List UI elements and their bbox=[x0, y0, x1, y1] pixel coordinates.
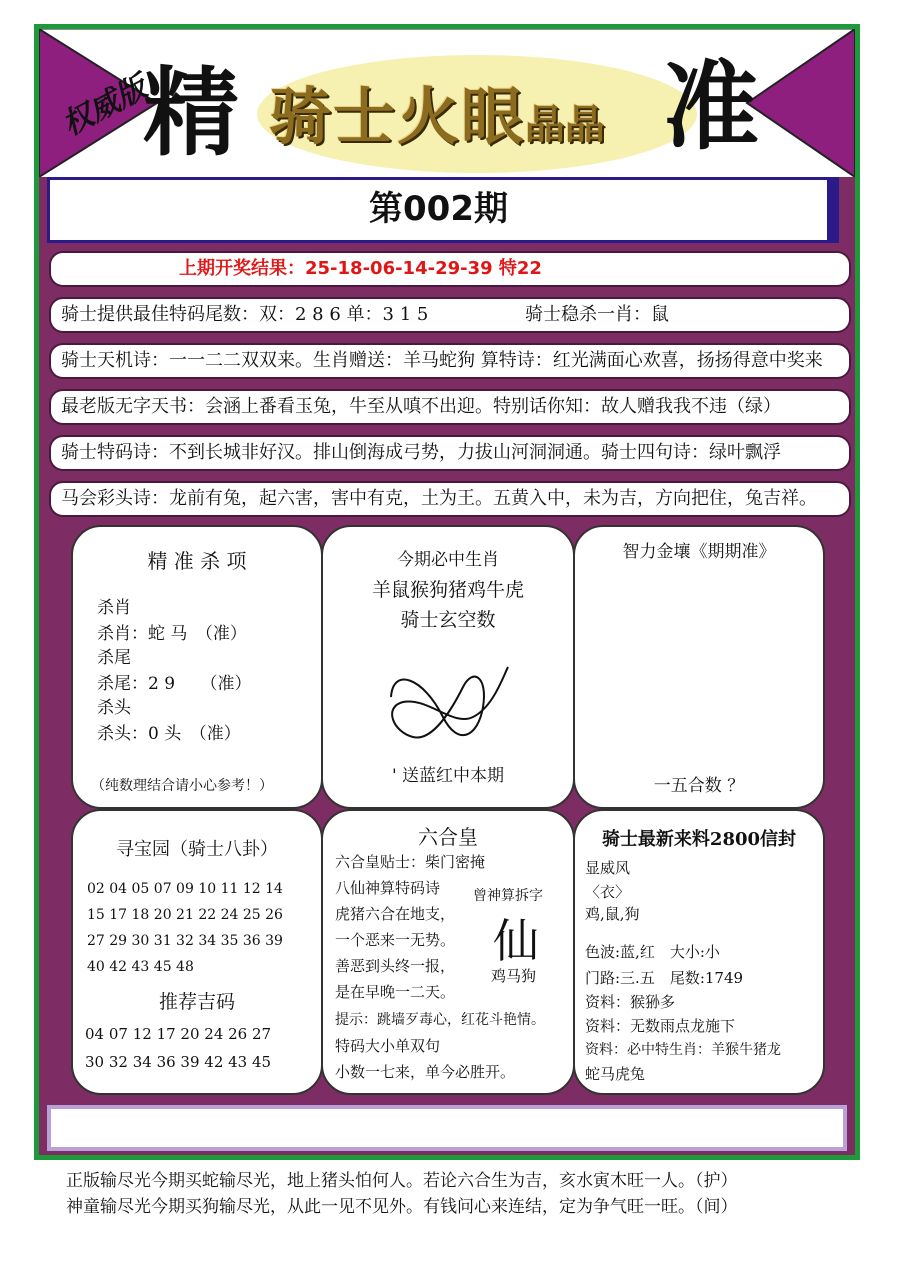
signature-scribble bbox=[383, 657, 523, 757]
tail-numbers: 骑士提供最佳特码尾数：双：2 8 6 单：3 1 5 bbox=[61, 304, 429, 325]
must-line3: 骑士玄空数 bbox=[400, 609, 496, 631]
recommend-title: 推荐吉码 bbox=[158, 991, 235, 1013]
liuhe-line: 小数一七来，单今必胜开。 bbox=[335, 1063, 516, 1081]
treasure-row: 27 29 30 31 32 34 35 36 39 bbox=[87, 933, 283, 949]
issue-number: 第002期 bbox=[47, 177, 839, 243]
liuhe-line: 虎猪六合在地支， bbox=[335, 905, 456, 923]
latest-line: 〈衣〉 bbox=[585, 883, 631, 901]
logo-main: 骑士火眼 bbox=[269, 80, 526, 153]
kill-line: 杀尾 bbox=[97, 648, 131, 668]
kill-line: 杀头 bbox=[97, 698, 131, 718]
liuhe-line: 八仙神算特码诗 bbox=[335, 879, 441, 897]
authority-badge: 权威版 bbox=[56, 69, 153, 143]
latest-line: 显威风 bbox=[585, 859, 631, 877]
kill-line: 杀肖：蛇 马 （准） bbox=[97, 624, 247, 644]
right-title-char: 准 bbox=[663, 50, 759, 163]
must-zodiacs: 羊鼠猴狗猪鸡牛虎 bbox=[371, 579, 524, 601]
wuzi-book-strip: 最老版无字天书：会涵上番看玉兔，牛至从嗔不出迎。特别话你知：故人赠我我不违（绿） bbox=[49, 389, 851, 425]
zhili-footer: 一五合数 ？ bbox=[653, 776, 745, 796]
recommend-row: 30 32 34 36 39 42 43 45 bbox=[85, 1053, 272, 1071]
latest-line: 鸡,鼠,狗 bbox=[585, 905, 640, 923]
treasure-title: 寻宝园（骑士八卦） bbox=[116, 839, 278, 860]
left-title-char: 精 bbox=[143, 56, 239, 169]
latest-line: 资料：猴狲多 bbox=[585, 993, 676, 1011]
liuhe-line: 善恶到头终一报， bbox=[335, 957, 456, 975]
logo-small: 晶晶 bbox=[525, 101, 606, 148]
liuhe-line: 一个恶来一无势。 bbox=[335, 931, 456, 949]
bottom-line-2: 神童输尽光今期买狗输尽光，从此一见不见外。有钱问心来连结，定为争气旺一旺。（间） bbox=[66, 1197, 738, 1217]
right-triangle bbox=[747, 29, 855, 177]
tema-poem-strip: 骑士特码诗：不到长城非好汉。排山倒海成弓势，力拔山河洞洞通。骑士四句诗：绿叶飘浮 bbox=[49, 435, 851, 471]
liuhe-title: 六合皇 bbox=[418, 825, 478, 849]
must-footer: ' 送蓝红中本期 bbox=[391, 766, 505, 786]
panel-kill-items bbox=[71, 525, 323, 809]
liuhe-line: 特码大小单双句 bbox=[335, 1037, 441, 1055]
chaizi-char: 仙 bbox=[493, 914, 539, 968]
horse-slogan-strip: 马会彩头诗：龙前有兔，起六害，害中有克，土为王。五黄入中，未为吉，方向把住，兔吉祥。 bbox=[49, 481, 851, 517]
poster-header bbox=[39, 29, 855, 177]
tail-numbers-strip bbox=[49, 297, 851, 333]
panel-latest bbox=[573, 809, 825, 1095]
latest-line: 门路:三.五 尾数:1749 bbox=[585, 969, 744, 987]
treasure-row: 40 42 43 45 48 bbox=[87, 959, 194, 975]
kill-line: 杀尾：2 9 （准） bbox=[97, 674, 252, 694]
liuhe-line: 是在早晚一二天。 bbox=[335, 983, 456, 1001]
latest-title: 骑士最新来料2800信封 bbox=[601, 829, 797, 850]
latest-line: 色波:蓝,红 大小:小 bbox=[585, 943, 720, 961]
zhili-title: 智力金壤《期期准》 bbox=[622, 542, 776, 562]
kill-zodiac: 骑士稳杀一肖：鼠 bbox=[525, 304, 669, 325]
liuhe-line: 六合皇贴士：柴门密掩 bbox=[335, 853, 486, 871]
tianji-poem-strip: 骑士天机诗：一一二二双双来。生肖赠送：羊马蛇狗 算特诗：红光满面心欢喜，扬扬得意中奖来 bbox=[49, 343, 851, 379]
kill-note: （纯数理结合请小心参考！） bbox=[91, 778, 273, 794]
panel-treasure bbox=[71, 809, 323, 1095]
chaizi-zodiac: 鸡马狗 bbox=[491, 967, 537, 985]
kill-line: 杀肖 bbox=[97, 598, 131, 618]
latest-line: 资料：必中特生肖：羊猴牛猪龙 bbox=[585, 1042, 781, 1058]
must-line1: 今期必中生肖 bbox=[397, 550, 499, 570]
chaizi-title: 曾神算拆字 bbox=[473, 888, 543, 904]
bottom-line-1: 正版输尽光今期买蛇输尽光，地上猪头怕何人。若论六合生为吉，亥水寅木旺一人。（护） bbox=[66, 1171, 738, 1191]
latest-line: 资料：无数雨点龙施下 bbox=[585, 1017, 736, 1035]
panel-must-hit bbox=[321, 525, 575, 809]
panel-zhili bbox=[573, 525, 825, 809]
latest-line: 蛇马虎兔 bbox=[585, 1065, 646, 1083]
treasure-row: 02 04 05 07 09 10 11 12 14 bbox=[87, 881, 283, 897]
panel-liuhe bbox=[321, 809, 575, 1095]
panel-kill-title: 精 准 杀 项 bbox=[147, 549, 247, 573]
liuhe-line: 提示：跳墙歹毒心，红花斗艳情。 bbox=[335, 1012, 545, 1028]
treasure-row: 15 17 18 20 21 22 24 25 26 bbox=[87, 907, 283, 923]
footer-bar bbox=[47, 1105, 847, 1151]
recommend-row: 04 07 12 17 20 24 26 27 bbox=[85, 1025, 272, 1043]
poster-frame bbox=[34, 24, 860, 1160]
kill-line: 杀头：0 头 （准） bbox=[97, 724, 241, 744]
last-result-strip: 上期开奖结果：25-18-06-14-29-39 特22 bbox=[49, 251, 851, 287]
logo-text bbox=[269, 67, 605, 156]
